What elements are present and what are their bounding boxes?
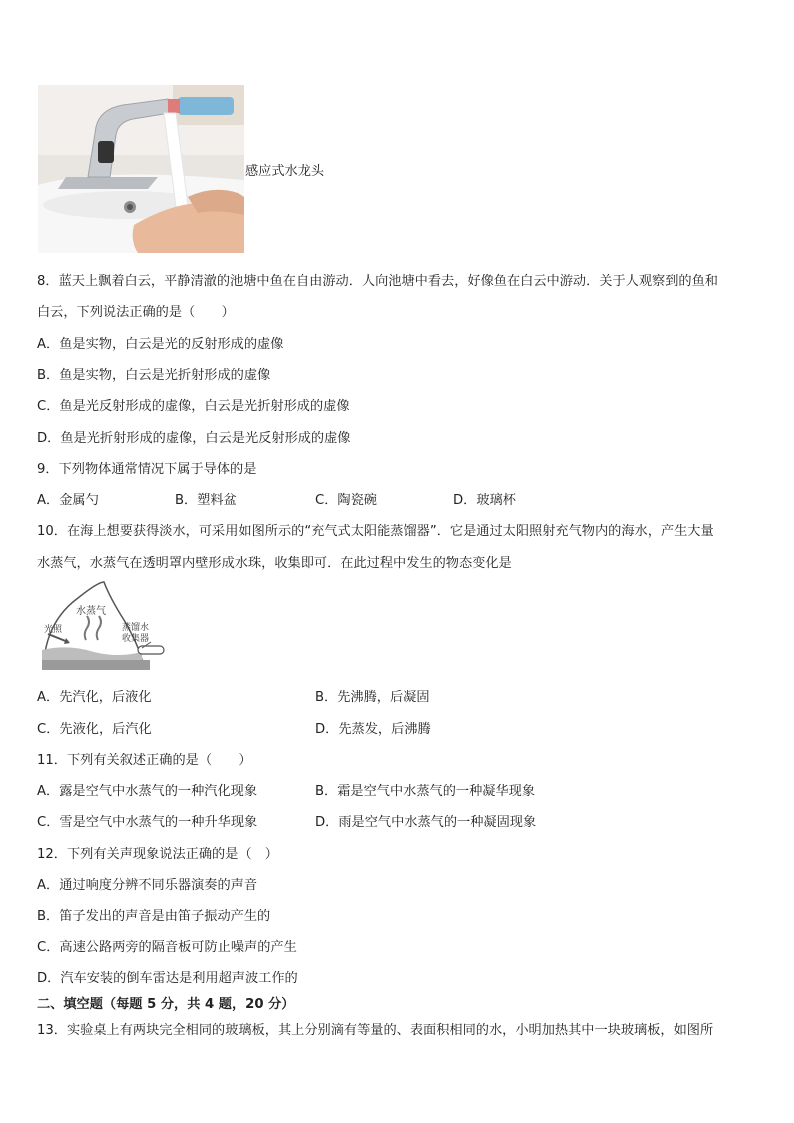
q8-stem-line1: 8．蓝天上飘着白云，平静清澈的池塘中鱼在自由游动．人向池塘中看去，好像鱼在白云中游动．关于人观察到的鱼和 [37,274,718,289]
q12-option-a: A．通过响度分辨不同乐器演奏的声音 [37,878,258,893]
label-collector: 收集器 [122,634,150,644]
q8-option-d: D．鱼是光折射形成的虚像，白云是光反射形成的虚像 [37,431,351,446]
q12-option-c: C．高速公路两旁的隔音板可防止噪声的产生 [37,940,297,955]
label-steam: 水蒸气 [76,606,106,617]
q8-option-b: B．鱼是实物，白云是光折射形成的虚像 [37,368,271,383]
q12-option-d: D．汽车安装的倒车雷达是利用超声波工作的 [37,971,298,986]
q11-option-b: B．霜是空气中水蒸气的一种凝华现象 [315,784,536,799]
q11-option-a: A．露是空气中水蒸气的一种汽化现象 [37,784,258,799]
q9-option-a: A．金属勺 [37,493,99,508]
q9-option-c: C．陶瓷碗 [315,493,377,508]
q12-option-b: B．笛子发出的声音是由笛子振动产生的 [37,909,271,924]
q13-stem-line1: 13．实验桌上有两块完全相同的玻璃板，其上分别滴有等量的、表面积相同的水，小明加热其中一块玻璃板，如图所 [37,1023,714,1038]
q11-stem: 11．下列有关叙述正确的是（ ） [37,753,252,768]
solar-still-figure [38,580,168,676]
q10-option-a: A．先汽化，后液化 [37,690,152,705]
q10-option-d: D．先蒸发，后沸腾 [315,722,431,737]
q10-option-b: B．先沸腾，后凝固 [315,690,430,705]
q11-option-d: D．雨是空气中水蒸气的一种凝固现象 [315,815,537,830]
q10-option-c: C．先液化，后汽化 [37,722,152,737]
q12-stem: 12．下列有关声现象说法正确的是（ ） [37,847,278,862]
q8-option-a: A．鱼是实物，白云是光的反射形成的虚像 [37,337,284,352]
q8-option-c: C．鱼是光反射形成的虚像，白云是光折射形成的虚像 [37,399,350,414]
q11-option-c: C．雪是空气中水蒸气的一种升华现象 [37,815,258,830]
q10-stem-line1: 10．在海上想要获得淡水，可采用如图所示的“充气式太阳能蒸馏器”．它是通过太阳照射充气物内的海水，产生大量 [37,524,714,539]
faucet-photo [38,85,244,253]
q10-stem-line2: 水蒸气，水蒸气在透明罩内壁形成水珠，收集即可．在此过程中发生的物态变化是 [37,556,512,571]
label-light: 光照 [44,625,63,635]
q9-option-b: B．塑料盆 [175,493,237,508]
q8-stem-line2: 白云，下列说法正确的是（ ） [37,305,235,320]
q9-option-d: D．玻璃杯 [453,493,516,508]
section-fill-blank-title: 二、填空题（每题 5 分，共 4 题，20 分） [37,997,295,1012]
label-distilled: 蒸馏水 [122,623,150,633]
faucet-caption: 感应式水龙头 [245,164,325,179]
q9-stem: 9．下列物体通常情况下属于导体的是 [37,462,257,477]
